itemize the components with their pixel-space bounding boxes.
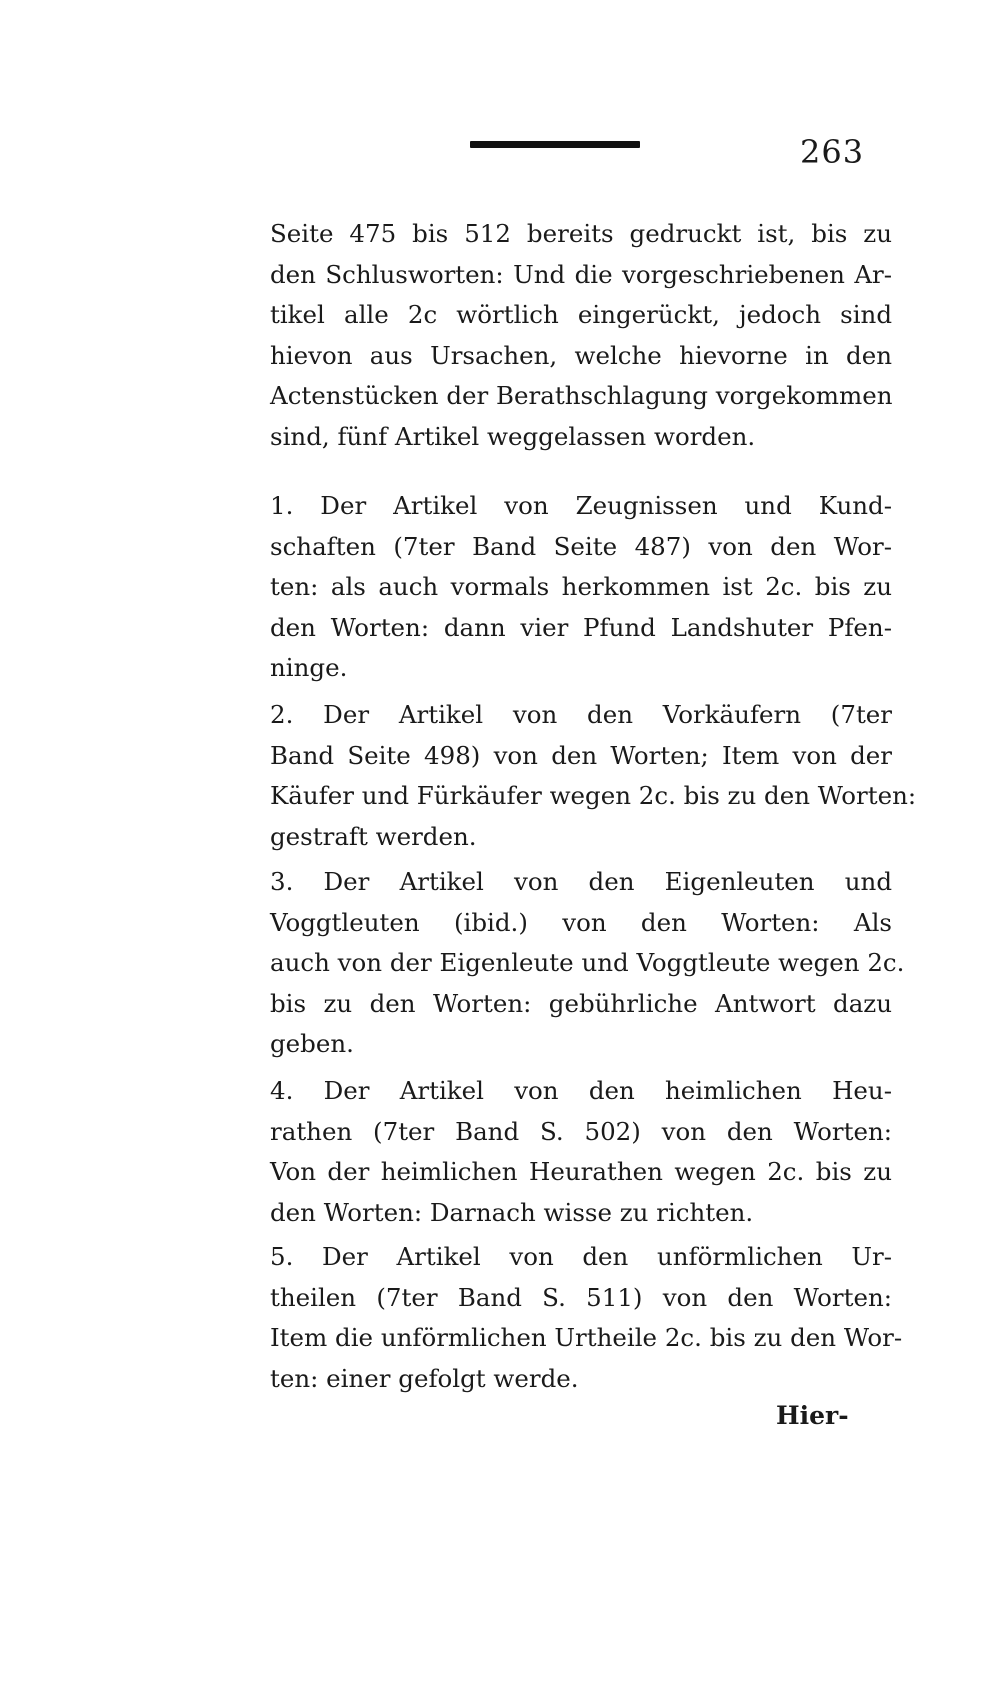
text-line: Band Seite 498) von den Worten; Item von der — [270, 740, 892, 770]
text-line: Item die unförmlichen Urtheile 2c. bis zu den Wor- — [270, 1323, 903, 1353]
article-item-5 — [270, 1237, 903, 1399]
intro-paragraph — [270, 214, 892, 458]
text-line: ten: einer gefolgt werde. — [270, 1363, 579, 1393]
text-line: sind, fünf Artikel weggelassen worden. — [270, 421, 756, 451]
text-line: hievon aus Ursachen, welche hievorne in den — [270, 340, 892, 370]
page-number: 263 — [800, 133, 865, 171]
text-line: 4. Der Artikel von den heimlichen Heu- — [270, 1076, 892, 1105]
text-line: den Worten: Darnach wisse zu richten. — [270, 1197, 754, 1227]
text-line: den Worten: dann vier Pfund Landshuter Pfen- — [270, 612, 892, 642]
text-line: Voggtleuten (ibid.) von den Worten: Als — [270, 907, 892, 937]
text-line: 3. Der Artikel von den Eigenleuten und — [270, 867, 892, 896]
text-line: Seite 475 bis 512 bereits gedruckt ist, bis zu — [270, 219, 892, 248]
article-item-2 — [270, 695, 917, 857]
article-item-4 — [270, 1071, 892, 1233]
article-item-1 — [270, 486, 892, 689]
text-line: Von der heimlichen Heurathen wegen 2c. bis zu — [270, 1157, 892, 1187]
text-line: bis zu den Worten: gebührliche Antwort dazu — [270, 988, 892, 1018]
text-line: 5. Der Artikel von den unförmlichen Ur- — [270, 1242, 892, 1271]
text-line: geben. — [270, 1029, 354, 1059]
text-line: gestraft werden. — [270, 821, 477, 851]
text-line: auch von der Eigenleute und Voggtleute wegen 2c. — [270, 948, 905, 978]
text-line: 2. Der Artikel von den Vorkäufern (7ter — [270, 700, 892, 729]
text-line: theilen (7ter Band S. 511) von den Worten: — [270, 1282, 892, 1312]
text-line: rathen (7ter Band S. 502) von den Worten: — [270, 1116, 892, 1146]
text-line: Käufer und Fürkäufer wegen 2c. bis zu den Worten: — [270, 781, 917, 811]
catchword: Hier- — [776, 1401, 849, 1430]
text-line: schaften (7ter Band Seite 487) von den Wor- — [270, 531, 892, 561]
text-line: 1. Der Artikel von Zeugnissen und Kund- — [270, 491, 892, 520]
text-line: ninge. — [270, 653, 348, 683]
text-line: tikel alle 2c wörtlich eingerückt, jedoch sind — [270, 300, 892, 330]
text-line: ten: als auch vormals herkommen ist 2c. bis zu — [270, 572, 892, 602]
text-line: den Schlusworten: Und die vorgeschriebenen Ar- — [270, 259, 892, 289]
header-rule — [470, 141, 640, 148]
article-item-3 — [270, 862, 905, 1065]
text-line: Actenstücken der Berathschlagung vorgekommen — [270, 381, 893, 411]
